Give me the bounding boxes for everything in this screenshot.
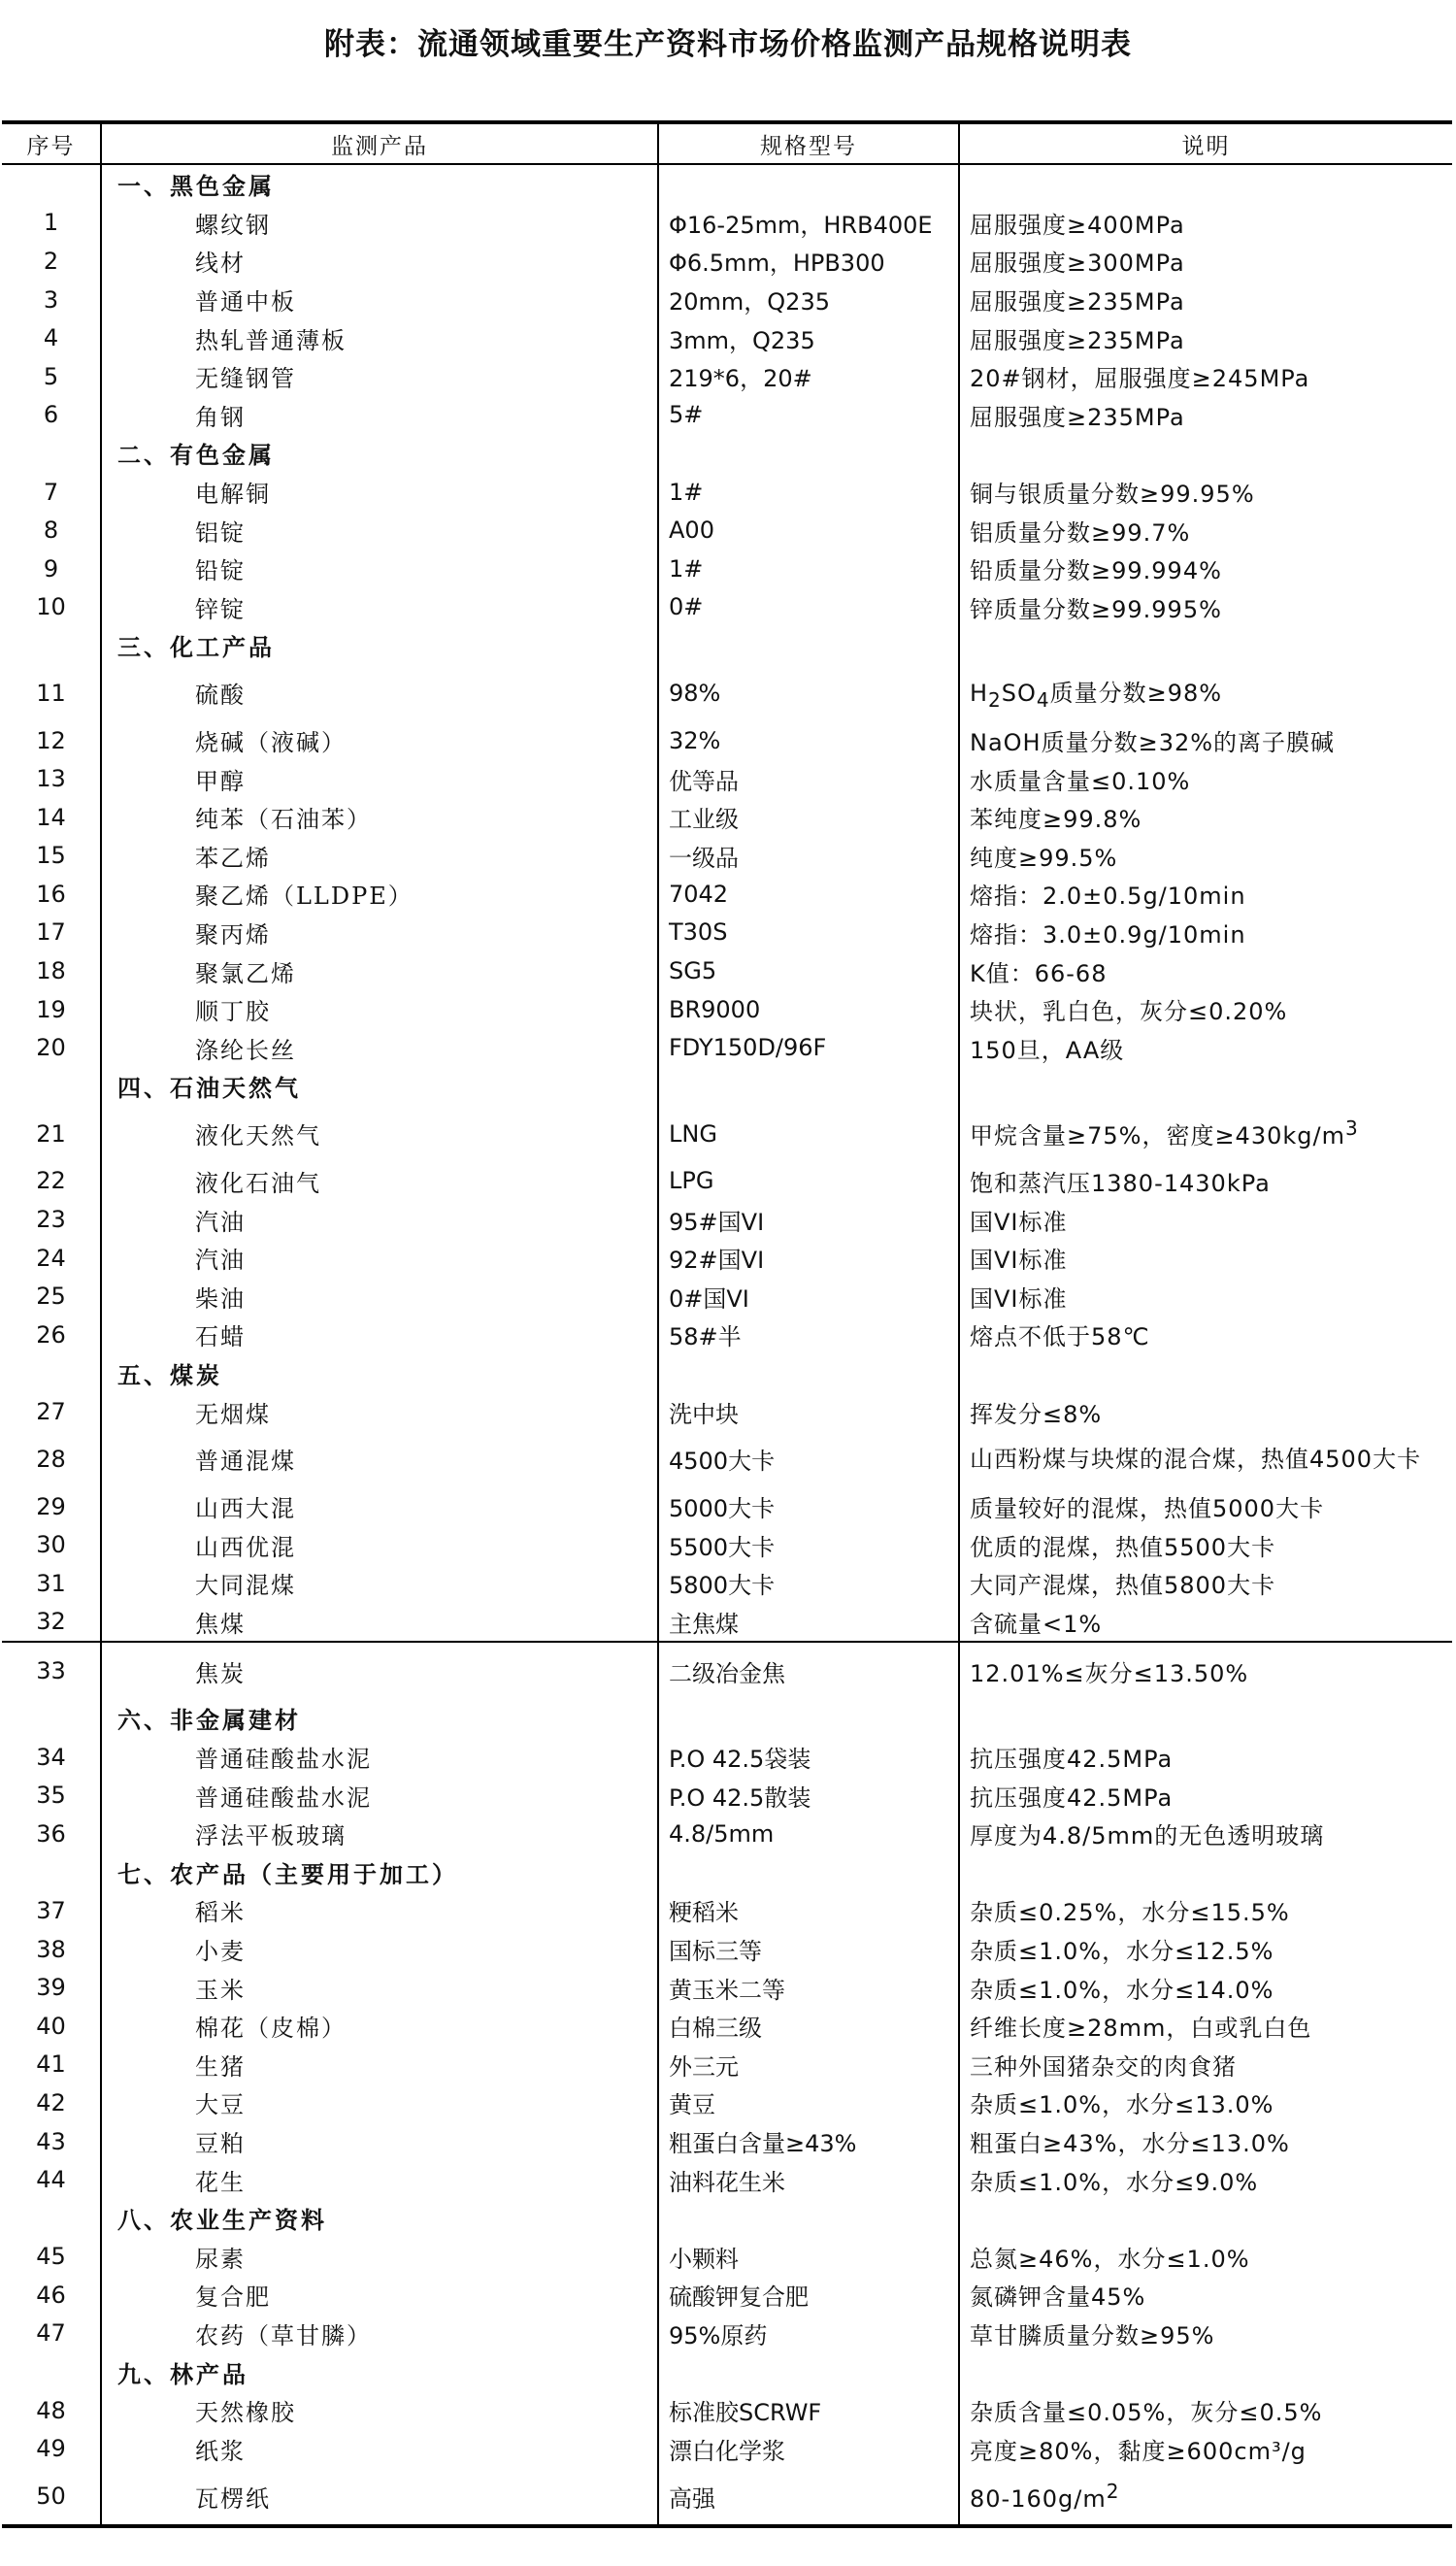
row-no: 14 — [36, 803, 66, 831]
row-no: 22 — [36, 1167, 66, 1195]
table-row — [2, 1277, 1452, 1316]
row-note — [959, 665, 1452, 721]
row-no: 13 — [36, 765, 66, 793]
table-row — [2, 721, 1452, 760]
row-note — [959, 1106, 1452, 1162]
row-note: 铜与银质量分数≥99.95% — [959, 473, 1452, 512]
row-product: 顺丁胶 — [101, 990, 658, 1029]
table-row — [2, 990, 1452, 1029]
table-row — [2, 759, 1452, 798]
row-no: 50 — [36, 2483, 66, 2511]
table-row — [2, 837, 1452, 876]
note-text: 甲烷含量≥75%，密度≥430kg/m — [970, 1122, 1345, 1150]
category-label: 七、农产品（主要用于加工） — [101, 1853, 658, 1892]
row-spec: SG5 — [658, 951, 959, 990]
table-row — [2, 1642, 1452, 1699]
row-spec: P.O 42.5散装 — [658, 1776, 959, 1815]
row-spec: BR9000 — [658, 990, 959, 1029]
row-spec: 58#半 — [658, 1316, 959, 1354]
row-product: 浮法平板玻璃 — [101, 1815, 658, 1853]
table-row — [2, 2468, 1452, 2526]
header-no: 序号 — [2, 122, 101, 164]
row-note: 杂质≤1.0%，水分≤13.0% — [959, 2083, 1452, 2122]
row-note: 铅质量分数≥99.994% — [959, 550, 1452, 588]
row-no: 12 — [36, 726, 66, 754]
row-spec: 4500大卡 — [658, 1431, 959, 1487]
row-spec: 小颗料 — [658, 2238, 959, 2277]
header-product: 监测产品 — [101, 122, 658, 164]
row-note: 杂质≤1.0%，水分≤12.5% — [959, 1930, 1452, 1969]
row-note: 锌质量分数≥99.995% — [959, 588, 1452, 627]
row-note: 抗压强度42.5MPa — [959, 1776, 1452, 1815]
row-note: 熔点不低于58℃ — [959, 1316, 1452, 1354]
table-row — [2, 204, 1452, 243]
row-product: 农药（草甘膦） — [101, 2315, 658, 2353]
row-note: 150旦，AA级 — [959, 1028, 1452, 1067]
row-product: 液化石油气 — [101, 1162, 658, 1201]
category-label: 九、林产品 — [101, 2352, 658, 2391]
row-note: 纯度≥99.5% — [959, 837, 1452, 876]
table-row — [2, 1930, 1452, 1969]
row-product: 无缝钢管 — [101, 357, 658, 396]
table-row — [2, 318, 1452, 357]
row-product: 普通混煤 — [101, 1431, 658, 1487]
row-product: 甲醇 — [101, 759, 658, 798]
row-product: 聚乙烯（LLDPE） — [101, 875, 658, 914]
row-spec: 优等品 — [658, 759, 959, 798]
table-row — [2, 1776, 1452, 1815]
row-product: 普通硅酸盐水泥 — [101, 1738, 658, 1777]
table-row — [2, 1106, 1452, 1162]
table-row — [2, 473, 1452, 512]
row-spec: 95%原药 — [658, 2315, 959, 2353]
row-no: 7 — [43, 478, 59, 506]
table-row — [2, 2083, 1452, 2122]
table-row — [2, 396, 1452, 435]
row-no: 9 — [43, 554, 59, 583]
row-product: 烧碱（液碱） — [101, 721, 658, 760]
table-row — [2, 588, 1452, 627]
row-no: 49 — [36, 2435, 66, 2463]
table-row — [2, 1316, 1452, 1354]
category-row — [2, 434, 1452, 473]
row-no: 36 — [36, 1819, 66, 1848]
row-no: 29 — [36, 1492, 66, 1520]
row-note: 屈服强度≥235MPa — [959, 281, 1452, 319]
row-spec: 油料花生米 — [658, 2160, 959, 2199]
row-product: 铅锭 — [101, 550, 658, 588]
row-no: 33 — [2, 1642, 101, 1699]
category-label: 一、黑色金属 — [101, 164, 658, 204]
row-spec: 92#国VI — [658, 1239, 959, 1278]
row-note: 20#钢材，屈服强度≥245MPa — [959, 357, 1452, 396]
row-no: 34 — [36, 1743, 66, 1771]
row-product: 花生 — [101, 2160, 658, 2199]
row-no: 35 — [36, 1782, 66, 1810]
row-note: 屈服强度≥400MPa — [959, 204, 1452, 243]
row-product: 瓦楞纸 — [101, 2468, 658, 2526]
note-text: 质量分数≥98% — [1049, 680, 1223, 708]
row-spec: 32% — [658, 721, 959, 760]
note-sup: 3 — [1344, 1116, 1359, 1141]
row-product: 小麦 — [101, 1930, 658, 1969]
row-no: 45 — [36, 2243, 66, 2271]
row-product: 稻米 — [101, 1891, 658, 1930]
row-note: 熔指：3.0±0.9g/10min — [959, 914, 1452, 952]
row-note: 含硫量<1% — [959, 1603, 1452, 1643]
row-note: 国VI标准 — [959, 1239, 1452, 1278]
table-row — [2, 1603, 1452, 1643]
row-note: 杂质≤1.0%，水分≤9.0% — [959, 2160, 1452, 2199]
row-note: 屈服强度≥300MPa — [959, 242, 1452, 281]
row-spec: 0# — [658, 588, 959, 627]
row-note: 氮磷钾含量45% — [959, 2276, 1452, 2315]
table-row — [2, 281, 1452, 319]
row-spec: Φ6.5mm，HPB300 — [658, 242, 959, 281]
row-no: 32 — [36, 1608, 66, 1636]
row-product: 棉花（皮棉） — [101, 2007, 658, 2046]
row-note: 块状，乳白色，灰分≤0.20% — [959, 990, 1452, 1029]
row-product: 天然橡胶 — [101, 2391, 658, 2430]
row-spec: 一级品 — [658, 837, 959, 876]
row-note: 熔指：2.0±0.5g/10min — [959, 875, 1452, 914]
row-product: 玉米 — [101, 1968, 658, 2007]
category-row — [2, 2199, 1452, 2238]
row-product: 铝锭 — [101, 511, 658, 550]
category-row — [2, 1853, 1452, 1892]
table-row — [2, 2046, 1452, 2084]
table-row — [2, 1815, 1452, 1853]
table-row — [2, 1968, 1452, 2007]
row-note: 12.01%≤灰分≤13.50% — [959, 1642, 1452, 1699]
row-no: 10 — [36, 593, 66, 621]
row-product: 纸浆 — [101, 2429, 658, 2468]
row-no: 23 — [36, 1206, 66, 1234]
row-no: 37 — [36, 1896, 66, 1924]
row-note: 亮度≥80%，黏度≥600cm³/g — [959, 2429, 1452, 2468]
table-row — [2, 1392, 1452, 1431]
row-product: 复合肥 — [101, 2276, 658, 2315]
category-label: 二、有色金属 — [101, 434, 658, 473]
row-product: 硫酸 — [101, 665, 658, 721]
category-label: 六、非金属建材 — [101, 1699, 658, 1738]
row-product: 大豆 — [101, 2083, 658, 2122]
table-row — [2, 1239, 1452, 1278]
note-text: 80-160g/m — [970, 2485, 1107, 2514]
table-row — [2, 1200, 1452, 1239]
row-spec: 4.8/5mm — [658, 1815, 959, 1853]
row-no: 18 — [36, 957, 66, 985]
row-note: 国VI标准 — [959, 1277, 1452, 1316]
row-spec: 3mm，Q235 — [658, 318, 959, 357]
row-no: 15 — [36, 842, 66, 870]
row-note: 大同产混煤，热值5800大卡 — [959, 1564, 1452, 1603]
row-no: 5 — [43, 362, 59, 390]
row-note: NaOH质量分数≥32%的离子膜碱 — [959, 721, 1452, 760]
formula-sub: 4 — [1036, 688, 1050, 713]
row-no: 11 — [36, 679, 66, 707]
table-row — [2, 1487, 1452, 1526]
table-row — [2, 1738, 1452, 1777]
row-note: 质量较好的混煤，热值5000大卡 — [959, 1487, 1452, 1526]
row-product: 热轧普通薄板 — [101, 318, 658, 357]
formula-so: SO — [1001, 680, 1037, 708]
row-no: 41 — [36, 2050, 66, 2079]
row-spec: 工业级 — [658, 798, 959, 837]
row-spec: 1# — [658, 473, 959, 512]
row-note: 苯纯度≥99.8% — [959, 798, 1452, 837]
row-product: 大同混煤 — [101, 1564, 658, 1603]
row-product: 液化天然气 — [101, 1106, 658, 1162]
table-row — [2, 1162, 1452, 1201]
row-spec: 粳稻米 — [658, 1891, 959, 1930]
row-product: 普通硅酸盐水泥 — [101, 1776, 658, 1815]
category-row — [2, 626, 1452, 665]
formula-sub: 2 — [988, 688, 1002, 713]
row-product: 无烟煤 — [101, 1392, 658, 1431]
row-product: 普通中板 — [101, 281, 658, 319]
row-spec: 洗中块 — [658, 1392, 959, 1431]
row-spec: A00 — [658, 511, 959, 550]
row-spec: T30S — [658, 914, 959, 952]
row-no: 21 — [36, 1119, 66, 1148]
row-note: 厚度为4.8/5mm的无色透明玻璃 — [959, 1815, 1452, 1853]
row-product: 电解铜 — [101, 473, 658, 512]
category-label: 五、煤炭 — [101, 1354, 658, 1393]
table-row — [2, 550, 1452, 588]
table-row — [2, 2315, 1452, 2353]
row-product: 柴油 — [101, 1277, 658, 1316]
row-note — [959, 2468, 1452, 2526]
row-spec: 黄玉米二等 — [658, 1968, 959, 2007]
category-label: 四、石油天然气 — [101, 1067, 658, 1106]
category-row — [2, 1067, 1452, 1106]
row-note: 杂质≤0.25%，水分≤15.5% — [959, 1891, 1452, 1930]
row-note: 杂质≤1.0%，水分≤14.0% — [959, 1968, 1452, 2007]
category-row — [2, 1354, 1452, 1393]
row-no: 31 — [36, 1569, 66, 1597]
row-note: 屈服强度≥235MPa — [959, 396, 1452, 435]
row-spec: LNG — [658, 1106, 959, 1162]
category-label: 三、化工产品 — [101, 626, 658, 665]
header-note: 说明 — [959, 122, 1452, 164]
row-product: 山西优混 — [101, 1525, 658, 1564]
row-note: K值：66-68 — [959, 951, 1452, 990]
row-spec: 标准胶SCRWF — [658, 2391, 959, 2430]
row-spec: LPG — [658, 1162, 959, 1201]
table-row — [2, 1525, 1452, 1564]
table-row — [2, 1564, 1452, 1603]
row-spec: 黄豆 — [658, 2083, 959, 2122]
row-note: 粗蛋白≥43%，水分≤13.0% — [959, 2122, 1452, 2161]
row-note: 山西粉煤与块煤的混合煤，热值4500大卡 — [959, 1431, 1452, 1487]
row-no: 42 — [36, 2088, 66, 2116]
row-spec: 白棉三级 — [658, 2007, 959, 2046]
row-note: 总氮≥46%，水分≤1.0% — [959, 2238, 1452, 2277]
category-row — [2, 1699, 1452, 1738]
row-product: 苯乙烯 — [101, 837, 658, 876]
row-product: 尿素 — [101, 2238, 658, 2277]
row-spec: 5# — [658, 396, 959, 435]
page-title: 附表：流通领域重要生产资料市场价格监测产品规格说明表 — [324, 27, 1132, 62]
table-row — [2, 2160, 1452, 2199]
table-row — [2, 1431, 1452, 1487]
note-sup: 2 — [1106, 2480, 1120, 2504]
row-note: 优质的混煤，热值5500大卡 — [959, 1525, 1452, 1564]
row-product: 纯苯（石油苯） — [101, 798, 658, 837]
row-note: 国VI标准 — [959, 1200, 1452, 1239]
row-no: 2 — [43, 247, 59, 275]
row-no: 27 — [36, 1398, 66, 1426]
row-product: 涤纶长丝 — [101, 1028, 658, 1067]
table-row — [2, 2122, 1452, 2161]
row-no: 46 — [36, 2281, 66, 2309]
row-no: 20 — [36, 1034, 66, 1062]
table-row — [2, 665, 1452, 721]
table-row — [2, 357, 1452, 396]
row-note: 水质量含量≤0.10% — [959, 759, 1452, 798]
row-no: 26 — [36, 1320, 66, 1349]
row-no: 1 — [43, 209, 59, 237]
row-product: 角钢 — [101, 396, 658, 435]
row-no: 48 — [36, 2396, 66, 2424]
row-spec: P.O 42.5袋装 — [658, 1738, 959, 1777]
row-note: 饱和蒸汽压1380-1430kPa — [959, 1162, 1452, 1201]
row-no: 19 — [36, 995, 66, 1023]
row-product: 聚氯乙烯 — [101, 951, 658, 990]
row-note: 三种外国猪杂交的肉食猪 — [959, 2046, 1452, 2084]
row-spec: 主焦煤 — [658, 1603, 959, 1643]
table-row — [2, 2429, 1452, 2468]
row-no: 16 — [36, 880, 66, 908]
row-spec: 外三元 — [658, 2046, 959, 2084]
row-no: 47 — [36, 2319, 66, 2348]
table-row — [2, 1028, 1452, 1067]
table-row — [2, 1891, 1452, 1930]
row-spec: Φ16-25mm，HRB400E — [658, 204, 959, 243]
row-spec: 20mm，Q235 — [658, 281, 959, 319]
category-row — [2, 2352, 1452, 2391]
row-note: 屈服强度≥235MPa — [959, 318, 1452, 357]
formula-h: H — [970, 680, 989, 708]
row-no: 24 — [36, 1244, 66, 1272]
row-product: 焦炭 — [101, 1642, 658, 1699]
row-no: 8 — [43, 517, 59, 545]
row-product: 豆粕 — [101, 2122, 658, 2161]
row-product: 螺纹钢 — [101, 204, 658, 243]
row-spec: FDY150D/96F — [658, 1028, 959, 1067]
table-row — [2, 2276, 1452, 2315]
row-product: 山西大混 — [101, 1487, 658, 1526]
table-row — [2, 2238, 1452, 2277]
table-row — [2, 798, 1452, 837]
row-product: 生猪 — [101, 2046, 658, 2084]
table-row — [2, 951, 1452, 990]
row-spec: 5000大卡 — [658, 1487, 959, 1526]
row-spec: 国标三等 — [658, 1930, 959, 1969]
row-note: 杂质含量≤0.05%，灰分≤0.5% — [959, 2391, 1452, 2430]
row-note: 抗压强度42.5MPa — [959, 1738, 1452, 1777]
row-product: 聚丙烯 — [101, 914, 658, 952]
row-spec: 硫酸钾复合肥 — [658, 2276, 959, 2315]
row-spec: 98% — [658, 665, 959, 721]
row-no: 6 — [43, 401, 59, 429]
row-note: 挥发分≤8% — [959, 1392, 1452, 1431]
row-spec: 95#国VI — [658, 1200, 959, 1239]
row-no: 39 — [36, 1974, 66, 2002]
row-no: 44 — [36, 2166, 66, 2194]
row-spec: 0#国VI — [658, 1277, 959, 1316]
table-row — [2, 2391, 1452, 2430]
row-no: 4 — [43, 324, 59, 352]
category-row — [2, 164, 1452, 204]
table-row — [2, 914, 1452, 952]
row-no: 3 — [43, 285, 59, 314]
row-spec: 二级冶金焦 — [658, 1642, 959, 1699]
category-label: 八、农业生产资料 — [101, 2199, 658, 2238]
row-spec: 粗蛋白含量≥43% — [658, 2122, 959, 2161]
table-row — [2, 2007, 1452, 2046]
row-no: 38 — [36, 1935, 66, 1963]
table-header-row — [2, 122, 1452, 164]
table-row — [2, 242, 1452, 281]
row-spec: 1# — [658, 550, 959, 588]
row-note: 纤维长度≥28mm，白或乳白色 — [959, 2007, 1452, 2046]
row-spec: 7042 — [658, 875, 959, 914]
spec-table — [2, 120, 1452, 2528]
row-product: 石蜡 — [101, 1316, 658, 1354]
row-no: 28 — [36, 1445, 66, 1473]
row-product: 焦煤 — [101, 1603, 658, 1643]
row-spec: 219*6，20# — [658, 357, 959, 396]
row-note: 草甘膦质量分数≥95% — [959, 2315, 1452, 2353]
row-note: 铝质量分数≥99.7% — [959, 511, 1452, 550]
row-no: 43 — [36, 2127, 66, 2155]
row-no: 17 — [36, 918, 66, 947]
row-no: 40 — [36, 2012, 66, 2040]
row-spec: 漂白化学浆 — [658, 2429, 959, 2468]
row-no: 25 — [36, 1283, 66, 1311]
header-spec: 规格型号 — [658, 122, 959, 164]
row-no: 30 — [36, 1531, 66, 1559]
row-product: 汽油 — [101, 1200, 658, 1239]
table-row — [2, 875, 1452, 914]
row-spec: 5500大卡 — [658, 1525, 959, 1564]
row-product: 锌锭 — [101, 588, 658, 627]
row-product: 线材 — [101, 242, 658, 281]
row-spec: 5800大卡 — [658, 1564, 959, 1603]
row-spec: 高强 — [658, 2468, 959, 2526]
row-product: 汽油 — [101, 1239, 658, 1278]
table-row — [2, 511, 1452, 550]
